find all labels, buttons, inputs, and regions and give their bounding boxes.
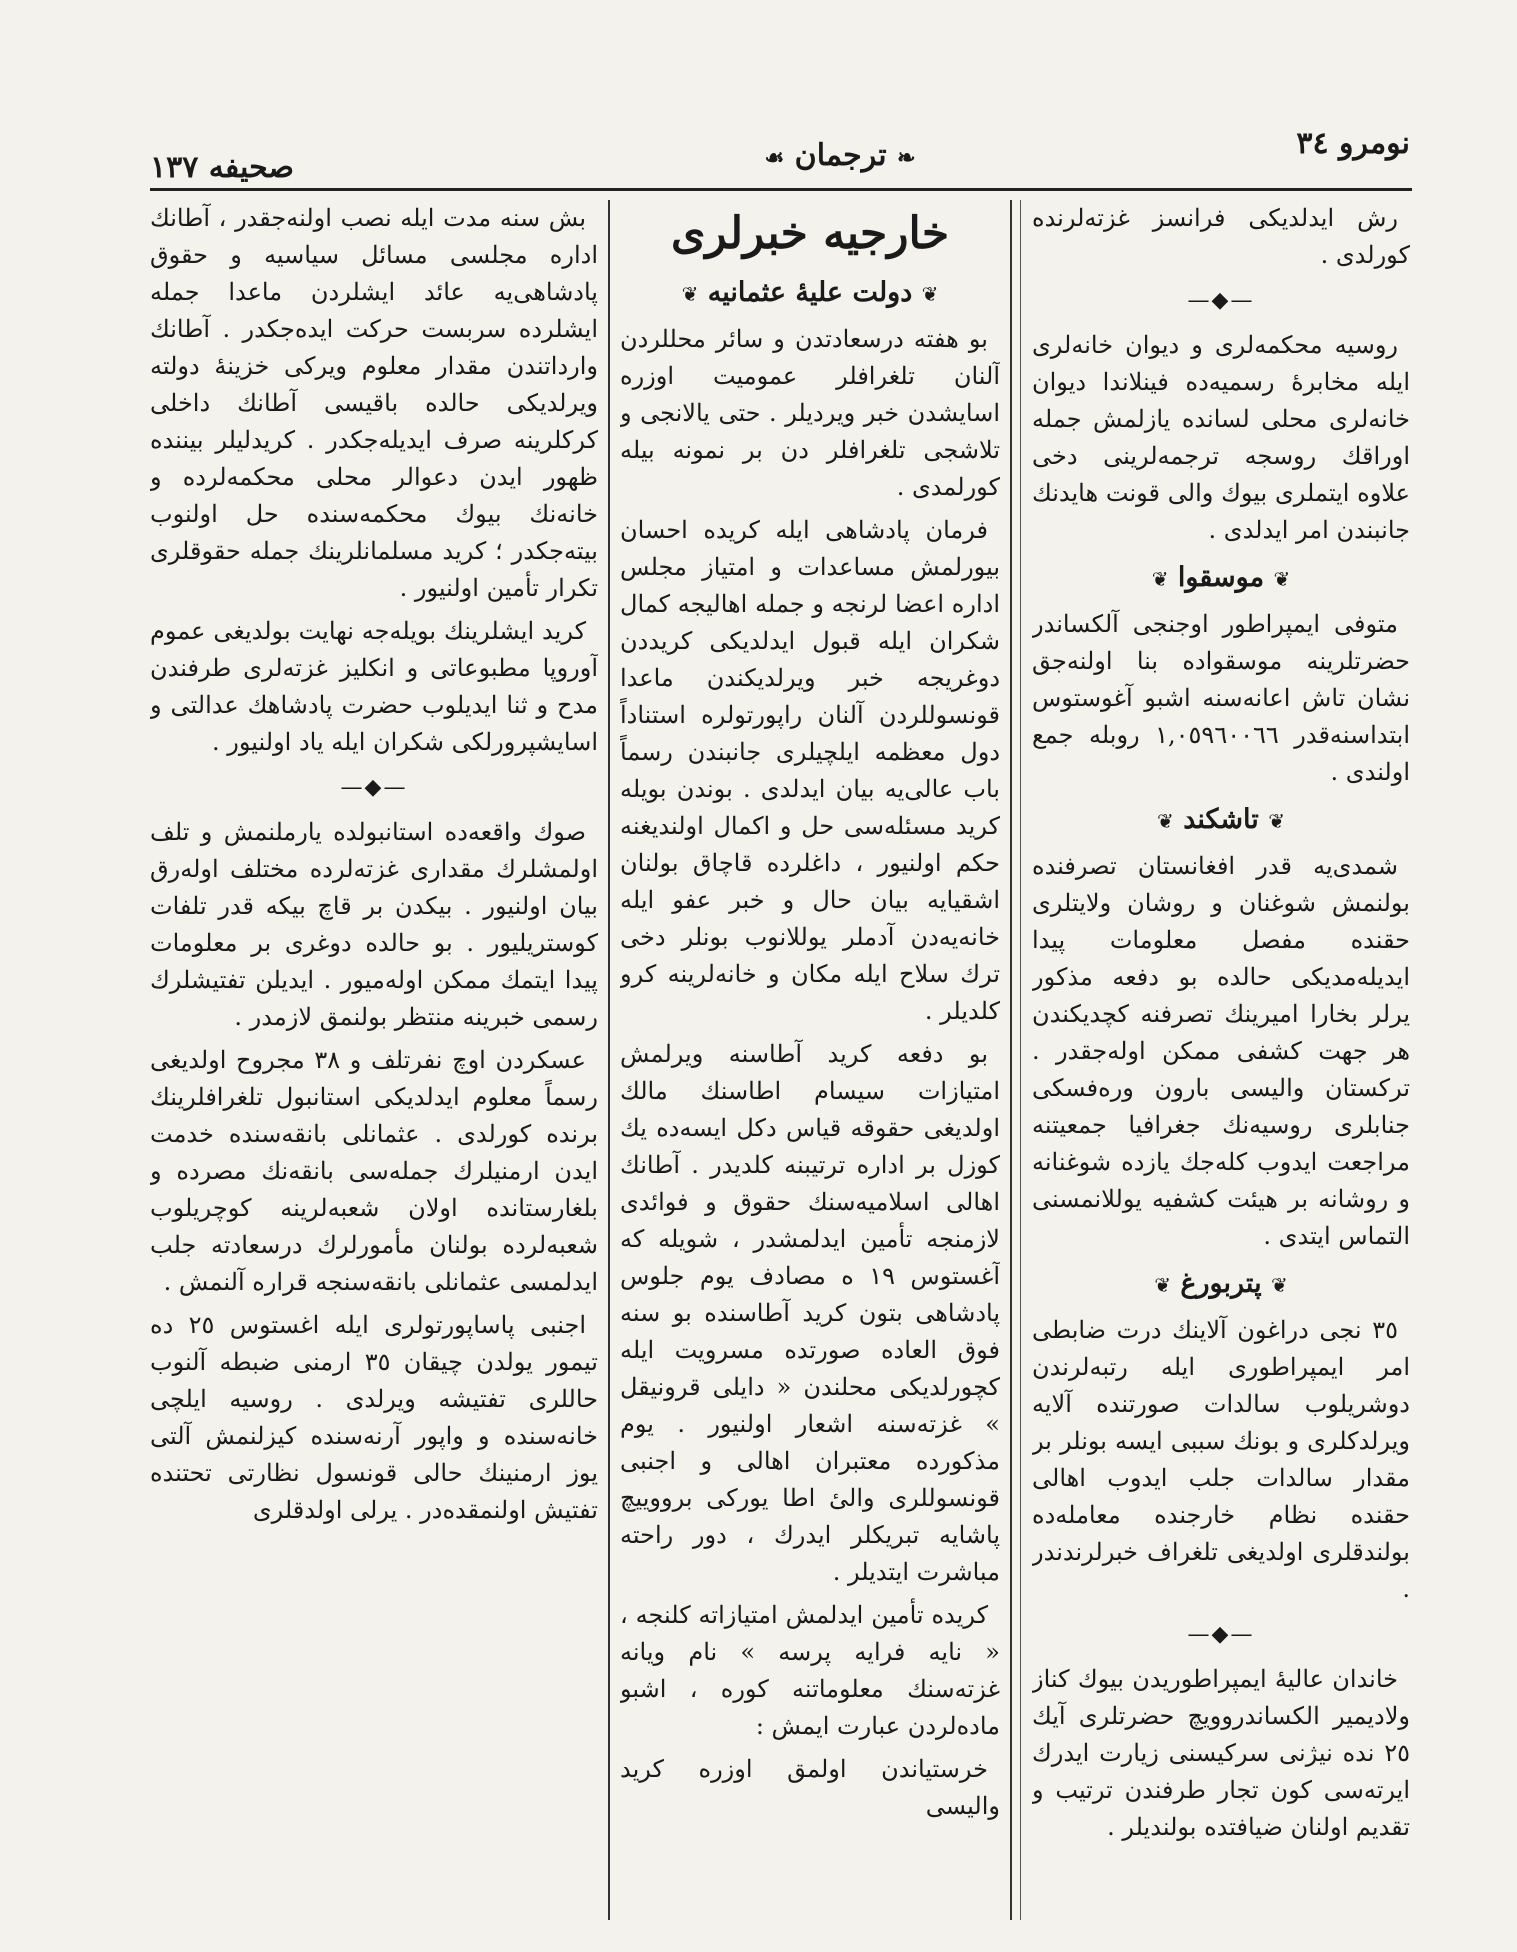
issue-number: نومرو ٣٤ bbox=[1296, 126, 1410, 161]
ornament-icon: ☙ bbox=[764, 145, 785, 171]
heading-tashkent: تاشکند bbox=[1183, 804, 1259, 835]
article-text: فرمان پادشاهی ایله کریده احسان بیورلمش مساعدات و امتیاز مجلس اداره اعضا لرنجه و جمله اهالیجه کمال شکران ایله قبول ایدلدیکی کریددن دوغریجه خبر ویرلدیکندن ماعدا قونسوللردن آلنان راپورتولره استناداً دول معظمه ایلچیلری جانبندن رسماً باب عالی‌یه بیان ایدلدی . بوندن بویله کرید مسئله‌سی حل و اکمال اولندیغنه حکم اولنیور ، داغلرده قاچاق بولنان اشقیایه بیان حال و خبر عفو ایله خانه‌یه‌دن آدملر یوللانوب بونلر دخی ترك سلاح ایله مکان و خانه‌لرینه کرو کلدیلر . bbox=[620, 516, 1000, 1025]
heading-ottoman: دولت علیهٔ عثمانیه bbox=[707, 277, 913, 308]
article-text: بش سنه مدت ایله نصب اولنه‌جقدر ، آطانك اداره مجلسی مسائل سیاسیه و حقوق پادشاهی‌یه عائد ایشلردن ماعدا جمله ایشلرده سربست حرکت ایده‌جکدر . آطانك وارداتندن مقدار معلوم ویرکی خزینهٔ دولته ویرلدیکی حالده باقیسی آطانك داخلی کرکلرینه صرف ایدیله‌جکدر . کریدلیلر بیننده ظهور ایدن دعوالر محلی محکمه‌لرده و خانه‌نك بیوك محکمه‌سنده حل اولنوب بیته‌جکدر ؛ کرید مسلمانلرینك جمله حقوقلری تکرار تأمین اولنیور . bbox=[150, 204, 598, 602]
article-text: عسکردن اوچ نفرتلف و ٣٨ مجروح اولدیغی رسماً معلوم ایدلدیکی استانبول تلغرافلرینك برنده کورلدی . عثمانلی بانقه‌سنده خدمت ایدن ارمنیلرك جمله‌سی بانقه‌نك مصرده و بلغارستانده اولان شعبه‌لرینه کوچریلوب شعبه‌لرده بولنان مأمورلرك درسعادته جلب ایدلمسی عثمانلی بانقه‌سنجه قراره آلنمش . bbox=[150, 1046, 598, 1296]
article-text: خاندان عالیهٔ ایمپراطوریدن بیوك کناز ولادیمیر الکساندروویچ حضرتلری آیك ٢٥ نده نیژنی سرکیسنی زیارت ایدرك ایرته‌سی کون تجار طرفندن ترتیب و تقدیم اولنان ضیافتده بولندیلر . bbox=[1032, 1665, 1410, 1841]
section-heading bbox=[1032, 559, 1410, 598]
foreign-news-title: خارجیه خبرلری bbox=[670, 208, 950, 259]
ornament-icon: ❦ bbox=[921, 282, 939, 306]
article-text: خرستیاندن اولمق اوزره کرید والیسی bbox=[620, 1755, 1000, 1820]
article-text: روسیه محکمه‌لری و دیوان خانه‌لری ایله مخابرهٔ رسمیه‌ده فینلاندا دیوان خانه‌لری محلی لسانده یازلمش جمله اوراقك روسجه ترجمه‌لرینی دخی علاوه ایتملری بیوك والی قونت هایدنك جانبندن امر ایدلدی . bbox=[1032, 331, 1410, 544]
article-text: اجنبی پاساپورتولری ایله اغستوس ٢٥ ده تیمور یولدن چیقان ٣٥ ارمنی ضبطه آلنوب حاللری تفتیشه ویرلدی . روسیه ایلچی خانه‌سنده و واپور آرنه‌سنده کیزلنمش آلتی یوز ارمنینك حالی قونسول نظارتی تحتنده تفتیش اولنمقده‌در . یرلی اولدقلری bbox=[150, 1311, 598, 1524]
section-heading bbox=[620, 274, 1000, 313]
section-heading bbox=[1032, 801, 1410, 840]
newspaper-name: ترجمان bbox=[794, 138, 887, 173]
ornament-icon: ❦ bbox=[1157, 809, 1174, 833]
article-text: شمدی‌یه قدر افغانستان تصرفنده بولنمش شوغنان و روشان ولایتلری حقنده مفصل معلومات پیدا ایدیله‌مدیکی حالده بو دفعه مذکور یرلر بخارا امیرینك تصرفنه کچدیکندن هر جهت کشفی ممکن اوله‌جقدر . ترکستان والیسی بارون وره‌فسکی جنابلری روسیه‌نك جغرافیا جمعیتنه مراجعت ایدوب کله‌جك یازده شوغنانه و روشانه بر هیئت کشفیه یوللانمسنی التماس ایتدی . bbox=[1032, 852, 1410, 1250]
right-column bbox=[1032, 200, 1410, 1920]
column-separator bbox=[608, 200, 610, 1920]
article-text: صوك واقعه‌ده استانبولده یارملنمش و تلف اولمشلرك مقداری غزته‌لرده مختلف اوله‌رق بیان اولنیور . بیکدن بر قاچ بیکه قدر تلفات کوستریلیور . بو حالده دوغری بر معلومات پیدا ایتمك ممکن اوله‌میور . ایدیلن تفتیشلرك رسمی خبرینه منتظر بولنمق لازمدر . bbox=[150, 818, 598, 1031]
column-separator bbox=[1020, 200, 1021, 1920]
ornament-icon: ❦ bbox=[681, 282, 699, 306]
newspaper-title bbox=[710, 138, 970, 173]
ornament-icon: ❦ bbox=[1154, 1273, 1171, 1297]
article-text: کرید ایشلرینك بویله‌جه نهایت بولدیغی عموم آوروپا مطبوعاتی و انکلیز غزته‌لری طرفندن مدح و ثنا ایدیلوب حضرت پادشاهك عدالتی و اسایشپرورلکی شکران ایله یاد اولنیور . bbox=[150, 617, 598, 756]
ornament-icon: ❦ bbox=[1151, 567, 1169, 591]
article-text: ٣٥ نجی دراغون آلاینك درت ضابطی امر ایمپراطوری ایله رتبه‌لرندن دوشریلوب سالدات صورتنده آلایه ویرلدکلری و بونك سببی ایسه بونلر بر مقدار سالدات جلب ایدوب اهالی حقنده نظام خارجنده معامله‌ده بولندقلری اولدیغی تلغراف خبرلرندندر . bbox=[1032, 1316, 1410, 1603]
left-column bbox=[150, 200, 598, 1920]
ornament-icon: ❦ bbox=[1273, 567, 1291, 591]
article-text: کریده تأمین ایدلمش امتیازاته کلنجه ، « نایه فرایه پرسه » نام ویانه غزته‌سنك معلوماتنه کوره ، اشبو ماده‌لردن عبارت ایمش : bbox=[620, 1601, 1000, 1740]
page-header bbox=[150, 118, 1410, 185]
article-text: رش ایدلدیکی فرانسز غزته‌لرنده کورلدی . bbox=[1032, 204, 1410, 269]
ornament-icon: ❦ bbox=[1268, 809, 1285, 833]
column-separator bbox=[1010, 200, 1012, 1920]
heading-moscow: موسقوا bbox=[1177, 562, 1265, 593]
section-heading bbox=[1032, 1265, 1410, 1304]
header-rule bbox=[150, 188, 1412, 191]
article-text: متوفی ایمپراطور اوجنجی آلکساندر حضرتلرینه موسقواده بنا اولنه‌جق نشان تاش اعانه‌سنه اشبو آغوستوس ابتداسنه‌قدر ١,٠٥٩٦٠٠٦٦ روبله جمع اولندی . bbox=[1032, 610, 1410, 786]
middle-column bbox=[620, 200, 1000, 1920]
ornament-icon: ❦ bbox=[1270, 1273, 1288, 1297]
article-text: بو دفعه کرید آطاسنه ویرلمش امتیازات سیسام اطاسنك مالك اولدیغی حقوقه قیاس دکل ایسه‌ده یك کوزل بر اداره ترتیبنه کلدیدر . آطانك اهالی اسلامیه‌سنك حقوق و فوائدی لازمنجه تأمین ایدلمشدر ، شویله که آغستوس ١٩ ه مصادف یوم جلوس پادشاهی بتون کرید آطاسنده بو سنه فوق العاده صورتده مسرویت ایله کچورلدیکی محلندن « دایلی قرونیقل » غزته‌سنه اشعار اولنیور . یوم مذکورده معتبران اهالی و اجنبی قونسوللری والیٔ اطا یورکی برووییچ پاشایه تبریکلر ایدرك ، دور راحته مباشرت ایتدیلر . bbox=[620, 1040, 1000, 1586]
divider-ornament: —◆— bbox=[1187, 1622, 1255, 1647]
heading-petersburg: پتربورغ bbox=[1180, 1268, 1262, 1299]
divider-ornament: —◆— bbox=[340, 775, 408, 800]
page-number: صحیفه ١٣٧ bbox=[150, 150, 294, 185]
article-text: بو هفته درسعادتدن و سائر محللردن آلنان تلغرافلر عمومیت اوزره اسایشدن خبر ویردیلر . حتی یالانجی و تلاشجی تلغرافلر دن بر نمونه بیله کورلمدی . bbox=[620, 325, 1000, 501]
divider-ornament: —◆— bbox=[1187, 288, 1255, 313]
ornament-icon: ❧ bbox=[897, 145, 916, 171]
